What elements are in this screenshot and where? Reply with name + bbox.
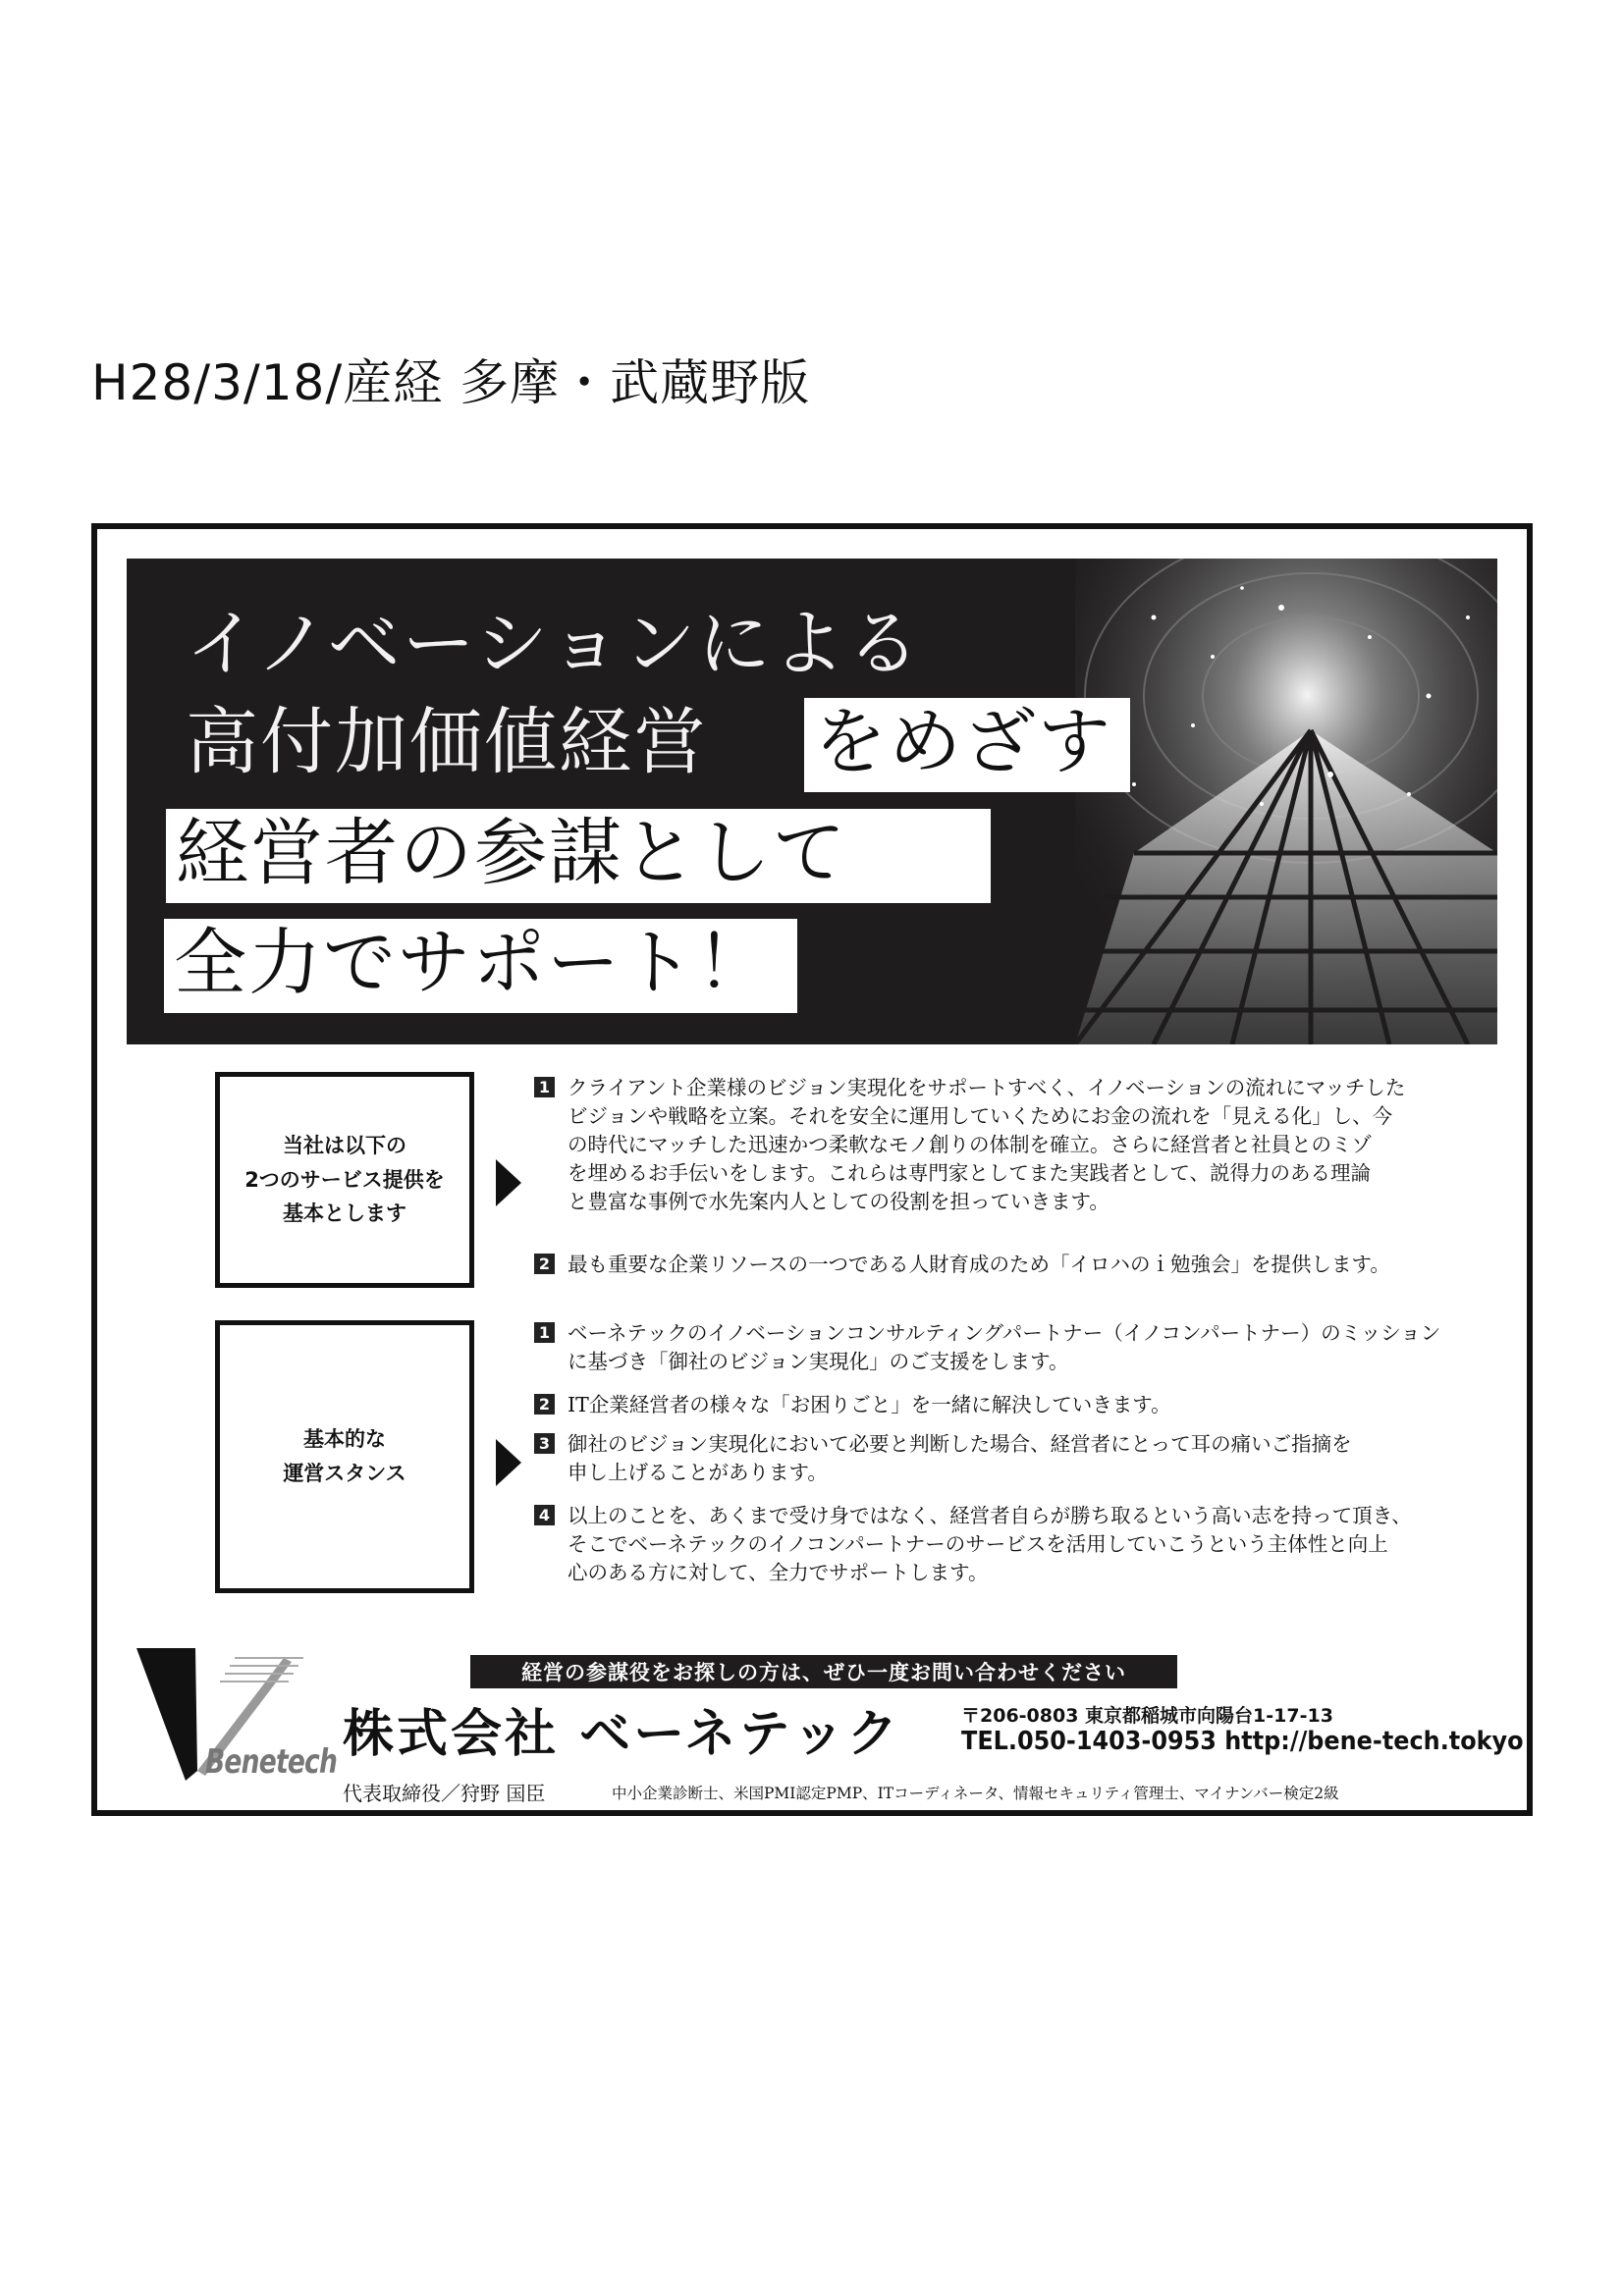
number-badge: 2 [534, 1394, 555, 1415]
light-tunnel-image [1075, 559, 1497, 1044]
number-badge: 1 [534, 1322, 555, 1343]
stance-item-text: ベーネテックのイノベーションコンサルティングパートナー（イノコンパートナー）のミッション に基づき「御社のビジョン実現化」のご支援をします。 [568, 1321, 1441, 1373]
contact-line: TEL.050-1403-0953 http://bene-tech.tokyo [961, 1727, 1524, 1756]
qualifications-list: 中小企業診断士、米国PMI認定PMP、ITコーディネータ、情報セキュリティ管理士、マイナンバー検定2級 [612, 1785, 1339, 1802]
call-to-action-bar: 経営の参謀役をお探しの方は、ぜひ一度お問い合わせください [470, 1655, 1177, 1688]
stance-item-3 [534, 1430, 1467, 1487]
arrow-right-icon [496, 1439, 521, 1486]
services-label-box: 当社は以下の 2つのサービス提供を 基本とします [215, 1072, 474, 1288]
logo-wordmark: Benetech [205, 1742, 338, 1782]
number-badge: 2 [534, 1254, 555, 1274]
stance-item-text: 御社のビジョン実現化において必要と判断した場合、経営者にとって耳の痛いご指摘を 申し上げることがあります。 [568, 1432, 1352, 1484]
arrow-right-icon [496, 1159, 521, 1206]
hero-banner [127, 559, 1497, 1044]
stance-item-1 [534, 1319, 1467, 1376]
number-badge: 3 [534, 1433, 555, 1454]
stance-item-text: 以上のことを、あくまで受け身ではなく、経営者自らが勝ち取るという高い志を持って頂き、 そこでベーネテックのイノコンパートナーのサービスを活用していこうという主体性と向上 心のある方に対して、全力でサポートします。 [568, 1504, 1412, 1584]
advertisement [91, 523, 1533, 1816]
headline-line-3: 経営者の参謀として [166, 809, 991, 903]
number-badge: 4 [534, 1505, 555, 1525]
stance-item-text: IT企業経営者の様々な「お困りごと」を一緒に解決していきます。 [568, 1393, 1171, 1416]
number-badge: 1 [534, 1077, 555, 1097]
stance-item-2 [534, 1391, 1467, 1419]
publication-header: H28/3/18/産経 多摩・武蔵野版 [91, 354, 811, 411]
service-item-text: 最も重要な企業リソースの一つである人財育成のため「イロハのｉ勉強会」を提供します。 [568, 1253, 1390, 1276]
stance-label-box: 基本的な 運営スタンス [215, 1320, 474, 1593]
company-address: 〒206-0803 東京都稲城市向陽台1-17-13 [961, 1705, 1333, 1727]
headline-line-2: 高付加価値経営 [186, 700, 708, 784]
headline-line-1: イノベーションによる [186, 602, 922, 686]
service-item-1 [534, 1074, 1467, 1216]
stance-item-4 [534, 1502, 1467, 1587]
service-item-text: クライアント企業様のビジョン実現化をサポートすべく、イノベーションの流れにマッチした ビジョンや戦略を立案。それを安全に運用していくためにお金の流れを「見える化」し、今 の時代にマッチした迅速かつ柔軟なモノ創りの体制を確立。さらに経営者と社員とのミゾ を埋めるお手伝いをします。これらは専門家としてまた実践者として、説得力のある理論 と豊富な事例で水先案内人としての役割を担っていきます。 [568, 1076, 1406, 1213]
service-item-2 [534, 1251, 1467, 1279]
company-name: 株式会社 ベーネテック [343, 1705, 901, 1764]
representative-name: 代表取締役／狩野 国臣 [343, 1782, 546, 1805]
headline-line-4: 全力でサポート！ [164, 919, 797, 1013]
headline-line-2-boxed: をめざす [804, 698, 1130, 792]
